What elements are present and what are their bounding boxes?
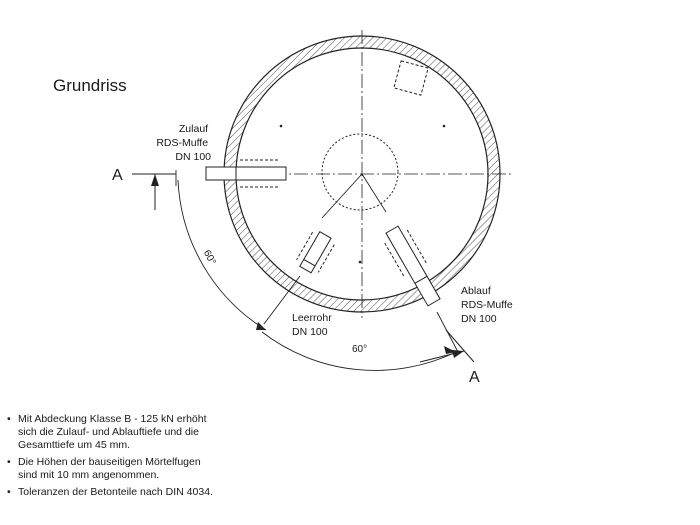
access-hatch-outline — [394, 61, 428, 95]
note-item: • Toleranzen der Betonteile nach DIN 4034. — [7, 486, 213, 498]
inner-opening-circle — [322, 134, 398, 210]
conduit-pipe — [295, 229, 337, 276]
radial-line-left — [322, 174, 362, 218]
note-line: Toleranzen der Betonteile nach DIN 4034. — [18, 486, 213, 498]
mark-dot — [280, 125, 283, 128]
section-marker-left: A — [112, 167, 123, 184]
note-line: Gesamttiefe um 45 mm. — [18, 439, 131, 451]
conduit-label: Leerrohr DN 100 — [292, 312, 332, 338]
dimension-ext-bottom — [437, 312, 458, 352]
inlet-label: Zulauf RDS-Muffe DN 100 — [156, 123, 211, 163]
plan-title: Grundriss — [53, 76, 127, 95]
mark-dot — [359, 261, 362, 264]
section-line-right — [446, 330, 474, 362]
section-marker-right: A — [469, 369, 480, 386]
note-line: sich die Zulauf- und Ablauftiefe und die — [18, 426, 199, 438]
angle-label-left: 60° — [200, 248, 218, 267]
note-line: sind mit 10 mm angenommen. — [18, 469, 160, 481]
mark-dot — [443, 125, 446, 128]
outlet-label: Ablauf RDS-Muffe DN 100 — [461, 285, 513, 325]
note-item: • Mit Abdeckung Klasse B - 125 kN erhöht sich die Zulauf- und Ablauftiefe und die Gesamttiefe um 45 mm. — [7, 413, 207, 451]
note-line: Mit Abdeckung Klasse B - 125 kN erhöht — [18, 413, 207, 425]
inlet-pipe — [206, 167, 286, 180]
note-item: • Die Höhen der bauseitigen Mörtelfugen sind mit 10 mm angenommen. — [7, 456, 201, 481]
notes-list — [6, 413, 306, 503]
note-line: Die Höhen der bauseitigen Mörtelfugen — [18, 456, 201, 468]
section-arrowhead-left — [151, 174, 159, 186]
radial-line-right — [362, 174, 386, 212]
angle-label-bottom: 60° — [352, 344, 368, 355]
